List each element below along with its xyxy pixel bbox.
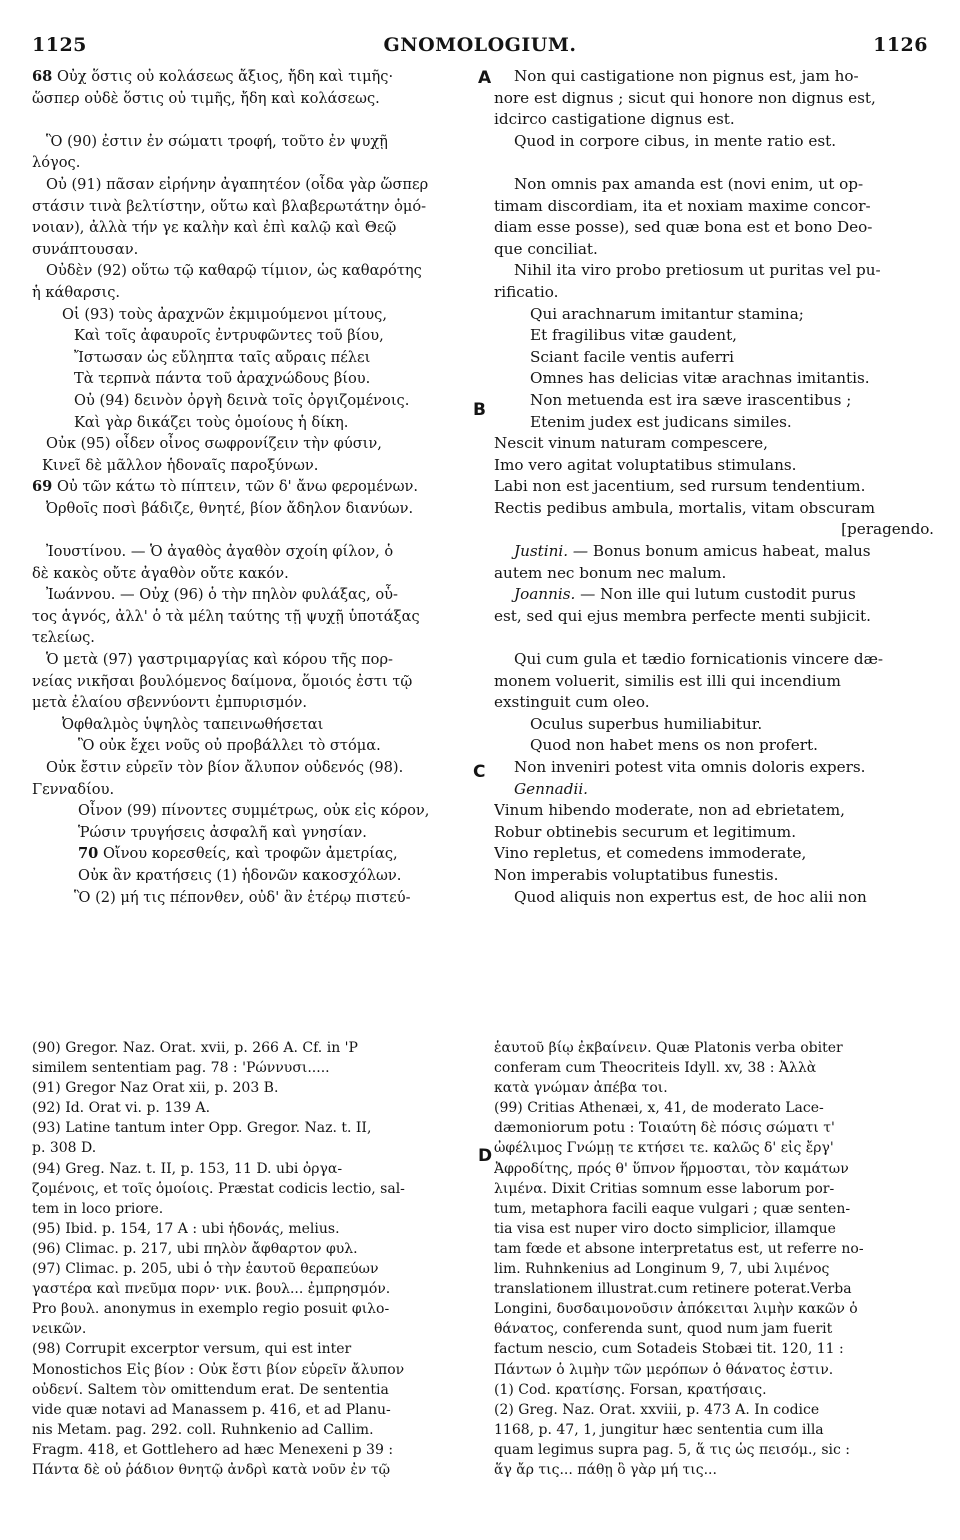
footnote-left-line: p. 308 D.: [32, 1140, 97, 1157]
latin-line: Nescit vinum naturam compescere,: [494, 434, 768, 453]
footnote-right-line: Πάντων ὁ λιμὴν τῶν μερόπων ὁ θάνατος ἐστιν.: [494, 1361, 834, 1378]
footnote-right-line: quam legimus supra pag. 5, ἅ τις ὡς πεισόμ., sic :: [494, 1441, 850, 1458]
greek-line: Οἱ (93) τοὺς ἀραχνῶν ἐκμιμούμενοι μίτους,: [62, 305, 387, 323]
greek-line: Ὁ μετὰ (97) γαστριμαργίας καὶ κόρου τῆς πορ-: [46, 651, 393, 669]
footnote-right-line: θάνατος, conferenda sunt, quod num jam fuerit: [494, 1321, 833, 1338]
greek-line: ἡ κάθαρσις.: [32, 283, 121, 301]
latin-line: Etenim judex est judicans similes.: [530, 412, 792, 431]
greek-line: Ὀφθαλμὸς ὑψηλὸς ταπεινωθήσεται: [62, 715, 324, 733]
latin-line: Rectis pedibus ambula, mortalis, vitam obscuram: [494, 498, 876, 517]
footnote-left-line: Pro βουλ. anonymus in exemplo regio posuit φιλο-: [32, 1301, 390, 1318]
latin-line: [peragendo.: [841, 520, 934, 539]
greek-line: Γενναδίου.: [32, 780, 115, 798]
footnote-right-line: Longini, δυσδαιμονοῦσιν ἀπόκειται λιμὴν κακῶν ὁ: [494, 1301, 858, 1318]
greek-line: Οὐδὲν (92) οὕτω τῷ καθαρῷ τίμιον, ὡς καθαρότης: [46, 262, 422, 280]
section-marker-a: A: [478, 68, 492, 88]
greek-line: Ὃ (90) ἐστιν ἐν σώματι τροφή, τοῦτο ἐν ψυχῇ: [46, 132, 388, 150]
greek-line: 68 Οὐχ ὅστις οὐ κολάσεως ἄξιος, ἤδη καὶ τιμῆς·: [32, 68, 394, 85]
footnote-left-line: (98) Corrupit excerptor versum, qui est inter: [32, 1341, 352, 1358]
latin-line: Qui arachnarum imitantur stamina;: [530, 304, 804, 323]
latin-line: Vino repletus, et comedens immoderate,: [494, 844, 807, 863]
latin-line: [494, 152, 934, 174]
latin-line: Omnes has delicias vitæ arachnas imitantis.: [530, 369, 870, 388]
greek-line: συνάπτουσαν.: [32, 240, 139, 258]
footnote-left-line: (95) Ibid. p. 154, 17 A : ubi ἡδονάς, melius.: [32, 1220, 340, 1237]
section-marker-c: C: [473, 762, 486, 782]
latin-line: Non metuenda est ira sæve irascentibus ;: [530, 390, 852, 409]
greek-line: Οὐ (91) πᾶσαν εἰρήνην ἀγαπητέον (οἶδα γὰρ ὥσπερ: [46, 175, 429, 193]
greek-line: 70 Οἴνου κορεσθείς, καὶ τροφῶν ἀμετρίας,: [78, 845, 398, 863]
latin-line: [494, 627, 934, 649]
latin-line: Sciant facile ventis auferri: [530, 347, 735, 366]
footnotes-left-column: [32, 1038, 480, 1480]
footnotes-right-column: [494, 1038, 934, 1480]
greek-line: λόγος.: [32, 154, 81, 172]
page-number-left: 1125: [32, 34, 87, 56]
greek-line: Οὐκ ἔστιν εὑρεῖν τὸν βίον ἄλυπον οὐδενός (98).: [46, 759, 404, 776]
greek-line: Τὰ τερπνὰ πάντα τοῦ ἀραχνώδους βίου.: [74, 370, 371, 388]
latin-line: Non imperabis voluptatibus funestis.: [494, 865, 779, 884]
greek-line: Καὶ τοῖς ἀφαυροῖς ἐντρυφῶντες τοῦ βίου,: [74, 327, 384, 345]
greek-line: Ῥώσιν τρυγήσεις ἀσφαλῆ καὶ γνησίαν.: [78, 823, 367, 841]
latin-line: Quod non habet mens os non profert.: [530, 736, 818, 755]
greek-line: Ὀρθοῖς ποσὶ βάδιζε, θνητέ, βίον ἄδηλον διανύων.: [46, 499, 414, 517]
footnote-left-line: ζομένοις, et τοῖς ὁμοίοις. Præstat codicis lectio, sal-: [32, 1180, 405, 1197]
footnote-right-line: ἑαυτοῦ βίῳ ἐκβαίνειν. Quæ Platonis verba obiter: [494, 1040, 843, 1056]
greek-line: μετὰ ἐλαίου σβεννύοντι ἐμπυρισμόν.: [32, 694, 308, 712]
greek-line: νείας νικῆσαι βουλόμενος δαίμονα, ὅμοιός ἐστι τῷ: [32, 672, 413, 690]
greek-line: [32, 109, 480, 131]
footnote-left-line: γαστέρα καὶ πνεῦμα πορν· νικ. βουλ... ἐμπρησμόν.: [32, 1281, 391, 1298]
greek-line: τελείως.: [32, 629, 95, 647]
greek-line: Ἰουστίνου. — Ὁ ἀγαθὸς ἀγαθὸν σχοίη φίλον, ὁ: [46, 543, 394, 561]
footnote-left-line: (96) Climac. p. 217, ubi πηλὸν ἄφθαρτον φυλ.: [32, 1240, 358, 1257]
latin-line: idcirco castigatione dignus est.: [494, 110, 735, 129]
footnote-right-line: λιμένα. Dixit Critias somnum esse laborum por-: [494, 1180, 835, 1197]
latin-line: Oculus superbus humiliabitur.: [530, 714, 763, 733]
latin-line: rificatio.: [494, 282, 559, 301]
footnote-left-line: vide quæ notavi ad Manassem p. 416, et ad Planu-: [32, 1401, 391, 1418]
latin-line: est, sed qui ejus membra perfecte menti subjicit.: [494, 606, 871, 625]
latin-line: Vinum hibendo moderate, non ad ebrietatem,: [494, 801, 845, 820]
footnote-left-line: tem in loco priore.: [32, 1200, 164, 1217]
latin-line: Imo vero agitat voluptatibus stimulans.: [494, 455, 797, 474]
footnote-left-line: (92) Id. Orat vi. p. 139 A.: [32, 1100, 211, 1117]
footnote-right-line: dæmoniorum potu : Τοιαύτη δὲ πόσις σώματι τ': [494, 1120, 835, 1137]
greek-line: τος ἁγνός, ἀλλ' ὁ τὰ μέλη ταύτης τῇ ψυχῇ ὑποτάξας: [32, 607, 420, 625]
latin-line: Gennadii.: [514, 779, 589, 798]
greek-text-column: [32, 66, 480, 908]
greek-line: ὥσπερ οὐδὲ ὅστις οὐ τιμῆς, ἤδη καὶ κολάσεως.: [32, 89, 380, 107]
greek-line: 69 Οὐ τῶν κάτω τὸ πίπτειν, τῶν δ' ἄνω φερομένων.: [32, 478, 419, 496]
latin-line: Joannis. — Non ille qui lutum custodit purus: [514, 585, 856, 604]
footnote-left-line: (97) Climac. p. 205, ubi ὁ τὴν ἑαυτοῦ θεραπεύων: [32, 1261, 379, 1278]
footnote-right-line: conferam cum Theocriteis Idyll. xv, 38 : Ἀλλὰ: [494, 1060, 817, 1077]
latin-line: diam esse posse), sed quæ bona est et bono Deo-: [494, 218, 873, 237]
latin-line: que conciliat.: [494, 239, 598, 258]
latin-line: exstinguit cum oleo.: [494, 693, 650, 712]
greek-line: Οἶνον (99) πίνοντες συμμέτρως, οὐκ εἰς κόρον,: [78, 802, 430, 820]
latin-line: monem voluerit, similis est illi qui incendium: [494, 671, 841, 690]
greek-line: νοιαν), ἀλλὰ τήν γε καλὴν καὶ ἐπὶ καλῷ καὶ Θεῷ: [32, 219, 397, 237]
footnote-left-line: οὐδενί. Saltem τὸν omittendum erat. De sententia: [32, 1381, 389, 1398]
greek-line: Οὐκ ἂν κρατήσεις (1) ἡδονῶν κακοσχόλων.: [78, 866, 402, 884]
latin-line: timam discordiam, ita et noxiam maxime concor-: [494, 196, 871, 215]
footnote-left-line: Πάντα δὲ οὐ ῥάδιον θνητῷ ἀνδρὶ κατὰ νοῦν ἐν τῷ: [32, 1461, 390, 1478]
footnote-left-line: (94) Greg. Naz. t. II, p. 153, 11 D. ubi ὀργα-: [32, 1160, 343, 1177]
footnote-right-line: lim. Ruhnkenius ad Longinum 9, 7, ubi λιμένος: [494, 1261, 830, 1278]
footnote-right-line: translationem illustrat.cum retinere poterat.Verba: [494, 1281, 852, 1298]
latin-line: Non qui castigatione non pignus est, jam ho-: [514, 67, 859, 85]
latin-line: Justini. — Bonus bonum amicus habeat, malus: [514, 542, 871, 561]
footnote-right-line: tum, metaphora facili eaque vulgari ; quæ senten-: [494, 1200, 851, 1217]
section-marker-d: D: [478, 1146, 493, 1166]
greek-line: Ἴστωσαν ὡς εὔληπτα ταῖς αὔραις πέλει: [74, 348, 371, 366]
footnote-left-line: (91) Gregor Naz Orat xii, p. 203 B.: [32, 1080, 279, 1097]
latin-line: Nihil ita viro probo pretiosum ut puritas vel pu-: [514, 261, 881, 280]
latin-line: Quod in corpore cibus, in mente ratio est.: [514, 131, 837, 150]
greek-line: [32, 519, 480, 541]
footnote-right-line: factum nescio, cum Sotadeis Stobæi tit. 120, 11 :: [494, 1341, 844, 1358]
greek-line: στάσιν τινὰ βελτίστην, οὕτω καὶ βλαβερωτάτην ὁμό-: [32, 197, 427, 215]
latin-line: Robur obtinebis securum et legitimum.: [494, 822, 797, 841]
latin-line: Non inveniri potest vita omnis doloris expers.: [514, 758, 866, 776]
greek-line: Ὃ οὐκ ἔχει νοῦς οὐ προβάλλει τὸ στόμα.: [78, 737, 381, 755]
footnote-right-line: ἅγ ἄρ τις... πάθῃ ὃ γὰρ μή τις...: [494, 1461, 717, 1478]
latin-line: Quod aliquis non expertus est, de hoc alii non: [514, 887, 867, 906]
footnote-right-line: Ἀφροδίτης, πρός θ' ὕπνον ἥρμοσται, τὸν καμάτων: [494, 1160, 849, 1177]
footnote-left-line: (93) Latine tantum inter Opp. Gregor. Naz. t. II,: [32, 1120, 372, 1137]
footnote-right-line: ὠφέλιμος Γνώμῃ τε κτήσει τε. καλῶς δ' εἰς ἔργ': [494, 1140, 834, 1157]
footnote-right-line: 1168, p. 47, 1, jungitur hæc sententia cum illa: [494, 1421, 824, 1438]
latin-line: autem nec bonum nec malum.: [494, 563, 727, 582]
footnote-right-line: tam fœde et absone interpretatus est, ut referre no-: [494, 1240, 864, 1257]
greek-line: Ὃ (2) μή τις πέπονθεν, οὐδ' ἂν ἑτέρῳ πιστεύ-: [74, 888, 411, 906]
footnote-right-line: κατὰ γνώμαν ἀπέβα τοι.: [494, 1080, 668, 1097]
greek-line: Ἰωάννου. — Οὐχ (96) ὁ τὴν πηλὸν φυλάξας, οὗ-: [46, 586, 398, 604]
latin-line: nore est dignus ; sicut qui honore non dignus est,: [494, 88, 876, 107]
footnote-left-line: Monostichos Εἰς βίον : Οὐκ ἔστι βίον εὑρεῖν ἄλυπον: [32, 1361, 405, 1378]
greek-line: Οὐ (94) δεινὸν ὀργὴ δεινὰ τοῖς ὀργιζομένοις.: [74, 391, 410, 409]
running-title: GNOMOLOGIUM.: [383, 34, 577, 56]
greek-line: Οὐκ (95) οἶδεν οἶνος σωφρονίζειν τὴν φύσιν,: [46, 435, 382, 453]
section-marker-b: B: [473, 400, 486, 420]
greek-line: Καὶ γὰρ δικάζει τοὺς ὁμοίους ἡ δίκη.: [74, 413, 349, 431]
latin-line: Labi non est jacentium, sed rursum tendentium.: [494, 477, 866, 496]
footnote-right-line: (99) Critias Athenæi, x, 41, de moderato Lace-: [494, 1100, 824, 1117]
latin-line: Qui cum gula et tædio fornicationis vincere dæ-: [514, 650, 884, 669]
footnote-left-line: similem sententiam pag. 78 : 'Ρώννυσι.....: [32, 1060, 330, 1077]
footnote-right-line: tia visa est nuper viro docto simplicior, illamque: [494, 1220, 836, 1237]
latin-text-column: [494, 66, 934, 908]
footnote-right-line: (2) Greg. Naz. Orat. xxviii, p. 473 A. In codice: [494, 1401, 820, 1418]
footnote-left-line: Fragm. 418, et Gottlehero ad hæc Menexeni p 39 :: [32, 1441, 394, 1458]
greek-line: Κινεῖ δὲ μᾶλλον ἡδοναῖς παροξύνων.: [42, 456, 319, 474]
footnote-left-line: nis Metam. pag. 292. coll. Ruhnkenio ad Callim.: [32, 1421, 374, 1438]
footnote-left-line: (90) Gregor. Naz. Orat. xvii, p. 266 A. Cf. in 'P: [32, 1040, 358, 1056]
latin-line: Non omnis pax amanda est (novi enim, ut op-: [514, 174, 864, 193]
footnote-right-line: (1) Cod. κρατίσης. Forsan, κρατήσαις.: [494, 1381, 767, 1398]
footnote-left-line: νεικῶν.: [32, 1321, 87, 1338]
greek-line: δὲ κακὸς οὔτε ἀγαθὸν οὔτε κακόν.: [32, 564, 289, 582]
page-number-right: 1126: [873, 34, 928, 56]
latin-line: Et fragilibus vitæ gaudent,: [530, 326, 737, 345]
